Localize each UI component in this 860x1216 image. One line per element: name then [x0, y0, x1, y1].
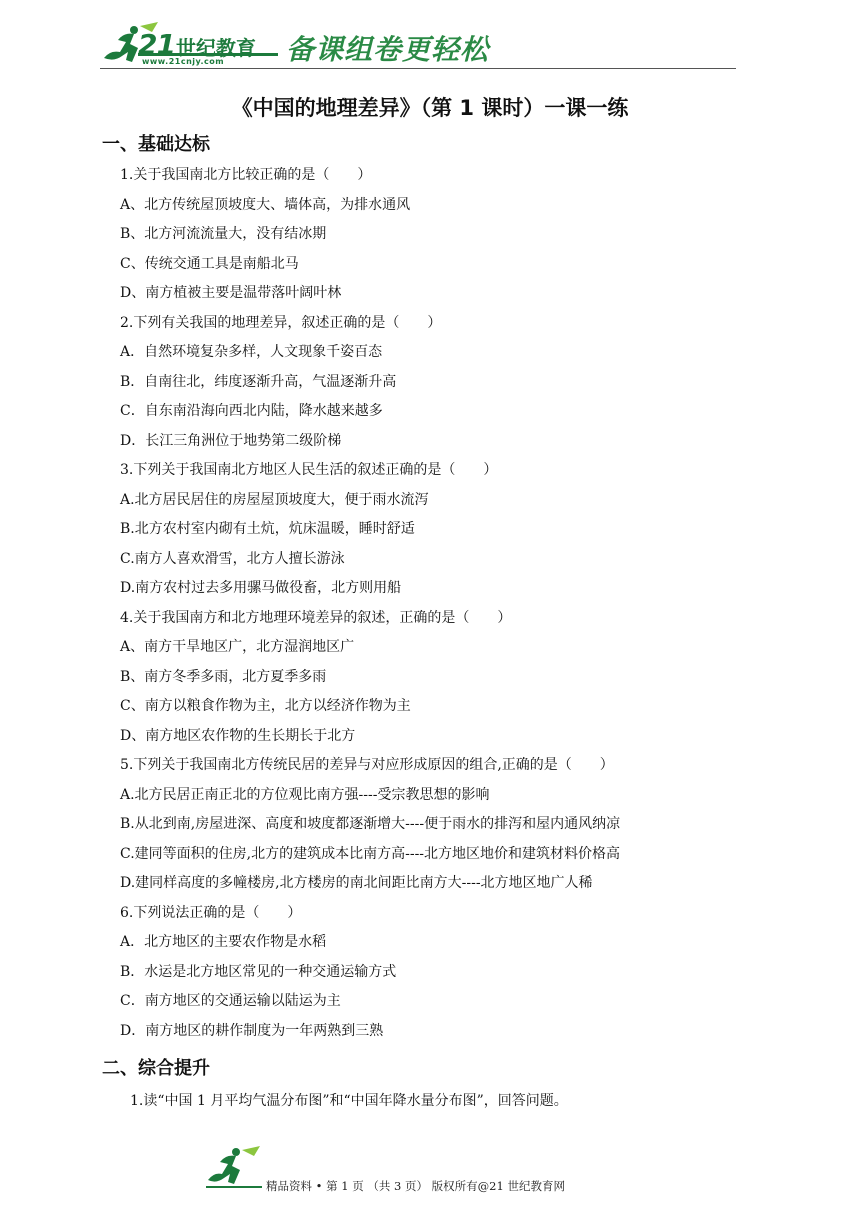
question-line: 3.下列关于我国南北方地区人民生活的叙述正确的是（ ） — [120, 462, 498, 478]
question-list — [120, 164, 820, 1049]
option-line: A．北方地区的主要农作物是水稻 — [120, 934, 327, 950]
option-line: C.南方人喜欢滑雪，北方人擅长游泳 — [120, 550, 345, 567]
option-line: C.建同等面积的住房,北方的建筑成本比南方高----北方地区地价和建筑材料价格高 — [120, 845, 621, 862]
brand-number: 21 — [138, 28, 175, 61]
question-line: 6.下列说法正确的是（ ） — [120, 904, 302, 921]
option-line: D、南方地区农作物的生长期长于北方 — [120, 727, 356, 744]
option-line: B、南方冬季多雨，北方夏季多雨 — [120, 668, 327, 685]
header-slogan: 备课组卷更轻松 — [286, 33, 490, 66]
footer-text: 精品资料 • 第 1 页 （共 3 页） 版权所有@21 世纪教育网 — [266, 1179, 565, 1193]
header-divider — [100, 68, 736, 69]
page-footer — [0, 1140, 860, 1200]
option-line: C．自东南沿海向西北内陆，降水越来越多 — [120, 403, 383, 419]
option-line: D．南方地区的耕作制度为一年两熟到三熟 — [120, 1022, 384, 1039]
option-line: B.北方农村室内砌有土炕，炕床温暖，睡时舒适 — [120, 521, 415, 537]
option-line: A.北方民居正南正北的方位观比南方强----受宗教思想的影响 — [120, 786, 490, 803]
option-line: D、南方植被主要是温带落叶阔叶林 — [120, 285, 342, 301]
option-line: C、南方以粮食作物为主，北方以经济作物为主 — [120, 698, 411, 714]
question-line: 2.下列有关我国的地理差异，叙述正确的是（ ） — [120, 314, 442, 331]
option-line: A、北方传统屋顶坡度大、墙体高，为排水通风 — [120, 196, 411, 213]
option-line: D.建同样高度的多幢楼房,北方楼房的南北间距比南方大----北方地区地广人稀 — [120, 875, 593, 891]
option-line: B.从北到南,房屋进深、高度和坡度都逐渐增大----便于雨水的排泻和屋内通风纳凉 — [120, 816, 621, 832]
question-line: 5.下列关于我国南北方传统民居的差异与对应形成原因的组合,正确的是（ ） — [120, 757, 614, 773]
question-line: 4.关于我国南方和北方地理环境差异的叙述，正确的是（ ） — [120, 609, 512, 626]
section-basic-heading: 一、基础达标 — [102, 134, 210, 155]
section-advanced-heading: 二、综合提升 — [102, 1058, 210, 1079]
question-line: 1.关于我国南北方比较正确的是（ ） — [120, 167, 372, 183]
brand-name: 世纪教育 — [176, 36, 256, 60]
option-line: A．自然环境复杂多样，人文现象千姿百态 — [120, 344, 383, 360]
option-line: B、北方河流流量大，没有结冰期 — [120, 226, 327, 242]
option-line: C、传统交通工具是南船北马 — [120, 255, 299, 272]
option-line: A、南方干旱地区广，北方湿润地区广 — [120, 639, 355, 655]
option-line: C．南方地区的交通运输以陆运为主 — [120, 993, 341, 1009]
runner-logo-icon — [204, 1146, 264, 1190]
option-line: A.北方居民居住的房屋屋顶坡度大，便于雨水流泻 — [120, 491, 429, 508]
option-line: B．自南往北，纬度逐渐升高，气温逐渐升高 — [120, 373, 397, 390]
question-line: 1.读“中国 1 月平均气温分布图”和“中国年降水量分布图”，回答问题。 — [130, 1093, 568, 1109]
page-title: 《中国的地理差异》（第 1 课时）一课一练 — [231, 96, 629, 120]
brand-url: www.21cnjy.com — [142, 57, 225, 66]
option-line: D．长江三角洲位于地势第二级阶梯 — [120, 432, 342, 449]
option-line: D.南方农村过去多用骡马做役畜，北方则用船 — [120, 580, 402, 596]
option-line: B．水运是北方地区常见的一种交通运输方式 — [120, 963, 397, 980]
page-header — [100, 22, 736, 72]
